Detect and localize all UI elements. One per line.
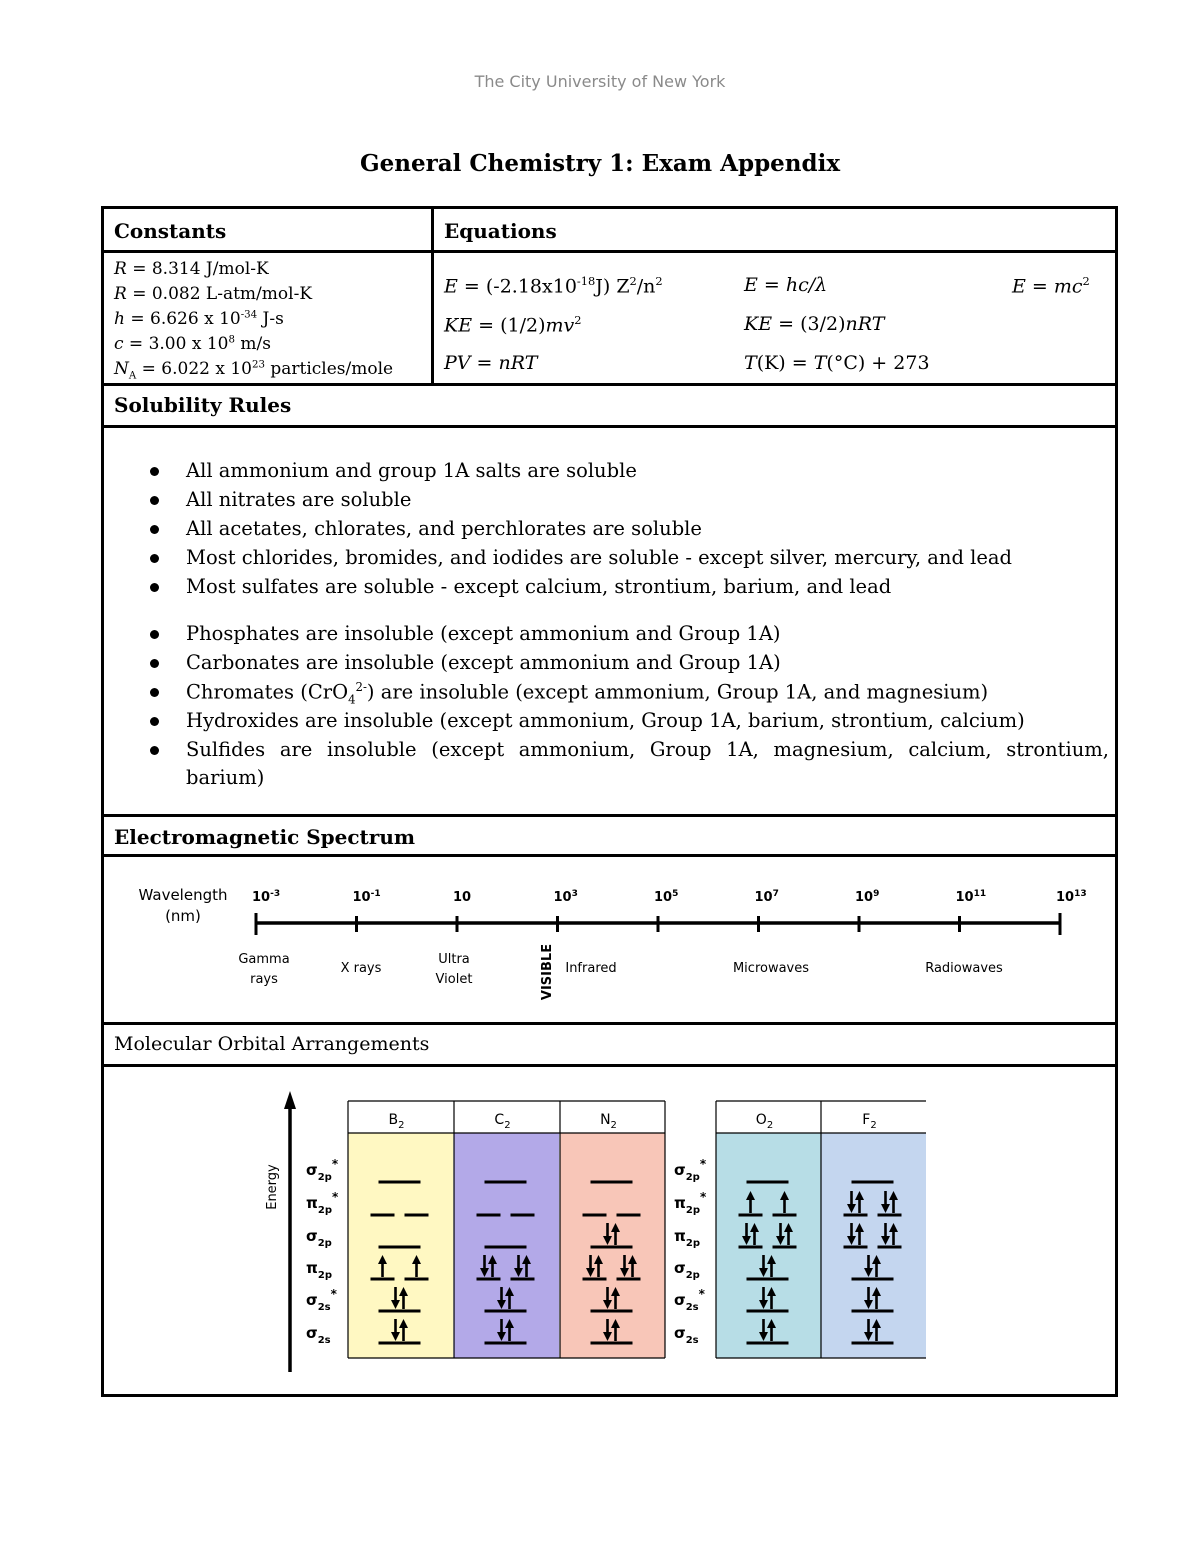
orbital-label: $\pi_{2p}^*$ [306, 1190, 339, 1216]
divider [104, 425, 1115, 428]
mo-column-F2 [821, 1133, 926, 1358]
equation-bohr-energy: $E = (-2.18x10^{-18}J)$ $Z^2/n^2$ [444, 274, 663, 298]
molecule-label: $F_2$ [862, 1112, 877, 1131]
tick-label: $10^9$ [855, 889, 880, 905]
tick-label: $10^{-3}$ [252, 889, 281, 905]
energy-arrow-icon [284, 1091, 296, 1109]
orbital-label: $\sigma_{2s}$ [674, 1324, 699, 1346]
bullet-icon [150, 717, 159, 726]
divider [104, 383, 1115, 386]
tick-label: $10^{13}$ [1056, 889, 1087, 905]
equation-kelvin: T(K) = T(°C) + 273 [744, 352, 930, 374]
molecule-label: $B_2$ [388, 1112, 405, 1131]
tick-label: $10^{-1}$ [352, 889, 381, 905]
orbital-label: $\sigma_{2p}^*$ [674, 1157, 707, 1183]
tick-label: $10^7$ [754, 889, 779, 905]
region-uv-label-2: Violet [435, 972, 473, 987]
molecule-label: $O_2$ [755, 1112, 774, 1131]
wavelength-label: Wavelength [138, 886, 228, 904]
orbital-label: $\pi_{2p}^*$ [674, 1190, 707, 1216]
divider [104, 814, 1115, 817]
orbital-label: $\sigma_{2p}$ [674, 1259, 700, 1281]
bullet-icon [150, 688, 159, 697]
orbital-label: $\sigma_{2p}$ [306, 1227, 332, 1249]
appendix-table: Constants R = 8.314 J/mol-K R = 0.082 L-atm/mol-K h = 6.626 x $10^{-34}$ J-s c = 3.00 x $10^8$ m/s $N_A = 6.022$ x $10^{23}$ particles/mole Equations $E = (-2.18x10^{-18}J)$ $Z^2/n^2$ E = hc/λ $E = mc^2$ KE = $(1/2)mv^2$ KE = (3/2)nRT PV = nRT T(K) = T(°C) + 273 Solubility Rules All ammonium and group 1A salts are soluble All nitrates are soluble All acetates, chlorates, and perchlorates are soluble Most chlorides, bromides, and iodides are soluble - except silver, mercury, and lead Most sulfates are soluble - except calcium, strontium, barium, and lead Phosphates are insoluble (except ammonium and Group 1A) Carbonates are insoluble (except ammonium and Group 1A) Chromates (CrO$_4^{2-}$) are insoluble (except ammonium, Group 1A, and magnesium) Hydroxides are insoluble (except ammonium, Group 1A, barium, strontium, calcium) Sulfides are insoluble (except ammonium, Group 1A, magnesium, calcium, strontium, barium) Electromagnetic Spectrum Wavelength (nm) $10^{-3}$ $10^{-1}$ 10 $10^3$ $10^5$ $10^7$ $10^9$ $10^{11}$ $10^{13}$ Gamma rays X rays Ultra Violet VISIBLE Infrared Microwaves Radiowaves Molecular Orbital Arrangements Energy $B_2$ $C_2$ $N_2$ $O_2$ $F_2$ $\sigma_{2p}^*$ $\pi_{2p}^*$ $\sigma_{2p}$ $\pi_{2p}$ $\sigma_{2s}^*$ $\sigma_{2s}$ $\sigma_{2p}^*$ $\pi_{2p}^*$ $\pi_{2p}$ $\sigma_{2p}$ $\sigma_{2s}^*$ $\sigma_{2s}$ [101, 206, 1118, 1397]
tick-label: $10^3$ [553, 889, 578, 905]
bullet-icon [150, 630, 159, 639]
wavelength-unit-label: (nm) [165, 907, 201, 925]
page-title: General Chemistry 1: Exam Appendix [359, 150, 841, 177]
page-header: The City University of New York [474, 72, 726, 91]
tick-label: $10^5$ [654, 889, 679, 905]
spectrum-heading: Electromagnetic Spectrum [114, 825, 416, 849]
constant-line: $N_A = 6.022$ x $10^{23}$ particles/mole [114, 359, 394, 382]
equation-ideal-gas: PV = nRT [444, 352, 538, 374]
energy-label: Energy [265, 1164, 280, 1210]
constants-heading: Constants [114, 219, 227, 243]
bullet-icon [150, 659, 159, 668]
equation-gas-kinetic-energy: KE = (3/2)nRT [744, 313, 885, 335]
bullet-icon [150, 746, 159, 755]
bullet-icon [150, 467, 159, 476]
region-gamma-label-2: rays [250, 972, 278, 987]
region-radiowave-label: Radiowaves [925, 961, 1003, 976]
constant-line: R = 0.082 L-atm/mol-K [114, 284, 313, 304]
region-uv-label: Ultra [438, 952, 470, 967]
equation-kinetic-energy: KE = $(1/2)mv^2$ [444, 313, 582, 337]
constant-line: R = 8.314 J/mol-K [114, 259, 269, 279]
bullet-icon [150, 554, 159, 563]
region-gamma-label: Gamma [238, 952, 290, 967]
mo-column-O2 [716, 1133, 821, 1358]
bullet-icon [150, 583, 159, 592]
constant-line: h = 6.626 x $10^{-34}$ J-s [114, 309, 284, 329]
orbital-label: $\sigma_{2s}^*$ [674, 1287, 705, 1313]
bullet-icon [150, 525, 159, 534]
region-visible-label: VISIBLE [540, 943, 555, 1001]
orbital-label: $\sigma_{2s}^*$ [306, 1287, 337, 1313]
orbital-label: $\pi_{2p}$ [306, 1259, 332, 1281]
tick-label: 10 [453, 890, 472, 905]
molecule-label: $C_2$ [494, 1112, 511, 1131]
region-xray-label: X rays [340, 961, 382, 976]
equation-photon-energy: E = hc/λ [744, 274, 828, 296]
orbital-label: $\sigma_{2p}^*$ [306, 1157, 339, 1183]
divider [104, 1022, 1115, 1025]
electromagnetic-spectrum-diagram [104, 857, 1115, 1022]
equations-heading: Equations [444, 219, 557, 243]
constant-line: c = 3.00 x $10^8$ m/s [114, 334, 271, 354]
solubility-heading: Solubility Rules [114, 393, 292, 417]
molecular-orbital-diagram [104, 1067, 1115, 1394]
orbital-label: $\sigma_{2s}$ [306, 1324, 331, 1346]
divider [104, 250, 1115, 253]
region-microwave-label: Microwaves [732, 961, 810, 976]
molecule-label: $N_2$ [600, 1112, 617, 1131]
mo-heading: Molecular Orbital Arrangements [114, 1033, 430, 1055]
divider [431, 209, 434, 386]
bullet-icon [150, 496, 159, 505]
tick-label: $10^{11}$ [955, 889, 987, 905]
equation-mass-energy: $E = mc^2$ [1012, 274, 1090, 298]
region-infrared-label: Infrared [565, 961, 617, 976]
orbital-label: $\pi_{2p}$ [674, 1227, 700, 1249]
